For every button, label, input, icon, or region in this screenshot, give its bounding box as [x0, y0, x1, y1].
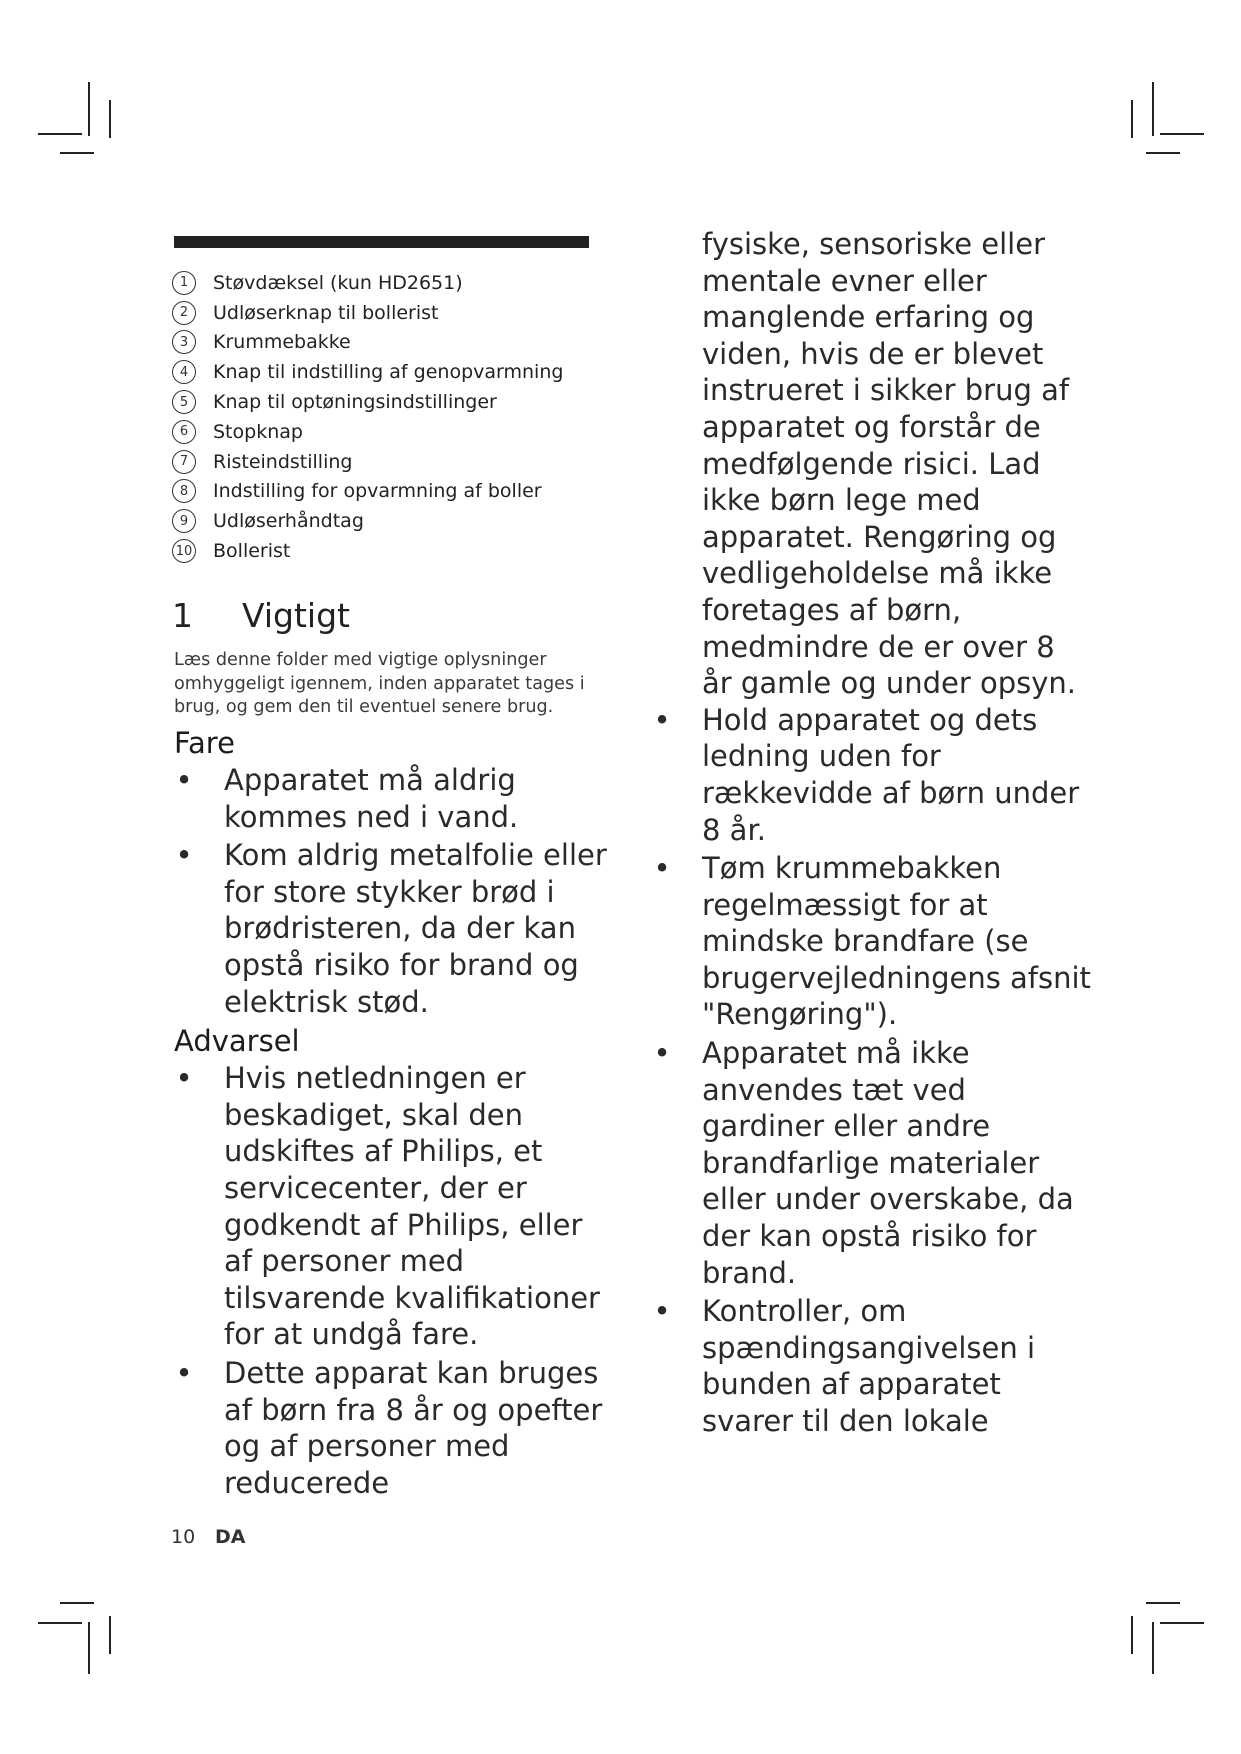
language-code: DA [215, 1526, 246, 1548]
item-label: Krummebakke [213, 331, 351, 354]
page-footer [171, 1526, 245, 1548]
item-label: Knap til optøningsindstillinger [213, 391, 497, 414]
advarsel-heading: Advarsel [174, 1024, 300, 1059]
bullet-text: Apparatet må aldrig kommes ned i vand. [224, 763, 519, 834]
intro-paragraph: Læs denne folder med vigtige oplysninger omhyggeligt igennem, inden apparatet tages i brug, og gem den til eventuel senere brug. [174, 650, 585, 717]
list-item [172, 357, 602, 387]
section-divider-bar [174, 236, 589, 248]
bullet-text: Kom aldrig metalfolie eller for store stykker brød i brødristeren, da der kan opstå risiko for brand og elektrisk stød. [224, 838, 607, 1019]
list-item: • Dette apparat kan bruges af børn fra 8 år og opefter og af personer med reducerede [175, 1355, 603, 1500]
bullet-text: Hvis netledningen er beskadiget, skal den udskiftes af Philips, et servicecenter, der er godkendt af Philips, eller af personer med tilsvarende kvalifikationer for at undgå fare. [224, 1061, 600, 1352]
bullet-text: Tøm krummebakken regelmæssigt for at mindske brandfare (se brugervejledningens afsnit "Rengøring"). [702, 851, 1091, 1032]
item-label: Udløserknap til bollerist [213, 301, 439, 324]
parts-list [172, 268, 602, 566]
list-item [172, 506, 602, 536]
item-number: 4 [172, 360, 196, 384]
bullet-text: Apparatet må ikke anvendes tæt ved gardiner eller andre brandfarlige materialer eller under overskabe, da der kan opstå risiko for brand. [702, 1036, 1074, 1290]
bullet-text: Hold apparatet og dets ledning uden for rækkevidde af børn under 8 år. [702, 702, 1080, 847]
warning-list [652, 702, 1092, 1440]
item-label: Indstilling for opvarmning af boller [213, 480, 542, 503]
item-number: 2 [172, 301, 196, 325]
item-number: 10 [172, 539, 196, 563]
item-label: Bollerist [213, 540, 291, 563]
item-number: 7 [172, 450, 196, 474]
fare-heading: Fare [174, 726, 235, 760]
item-number: 1 [172, 271, 196, 295]
list-item: • Hvis netledningen er beskadiget, skal den udskiftes af Philips, et servicecenter, der er godkendt af Philips, eller af personer med tilsvarende kvalifikationer for at undgå fare. [175, 1061, 600, 1352]
continued-paragraph: fysiske, sensoriske eller mentale evner eller manglende erfaring og viden, hvis de er blevet instrueret i sikker brug af apparatet og forstår de medfølgende risici. Lad ikke børn lege med apparatet. Rengøring og vedligeholdelse må ikke foretages af børn, medmindre de er over 8 år gamle og under opsyn. [702, 227, 1076, 701]
item-label: Stopknap [213, 420, 303, 443]
list-item: • Apparatet må aldrig kommes ned i vand. [175, 763, 519, 834]
advarsel-list [174, 1060, 614, 1501]
fare-list [174, 762, 614, 1020]
list-item: • Apparatet må ikke anvendes tæt ved gardiner eller andre brandfarlige materialer eller under overskabe, da der kan opstå risiko for brand. [653, 1036, 1074, 1290]
item-number: 9 [172, 509, 196, 533]
item-label: Udløserhåndtag [213, 510, 364, 533]
section-heading [172, 596, 350, 635]
item-number: 6 [172, 420, 196, 444]
list-item [172, 417, 602, 447]
list-item: • Kontroller, om spændingsangivelsen i bunden af apparatet svarer til den lokale [653, 1294, 1036, 1438]
item-number: 8 [172, 479, 196, 503]
section-title: Vigtigt [242, 596, 350, 635]
item-number: 5 [172, 390, 196, 414]
bullet-text: Dette apparat kan bruges af børn fra 8 år og opefter og af personer med reducerede [224, 1355, 603, 1500]
left-column [174, 724, 614, 1503]
bullet-text: Kontroller, om spændingsangivelsen i bunden af apparatet svarer til den lokale [702, 1294, 1036, 1438]
list-item [172, 536, 602, 566]
item-label: Risteindstilling [213, 450, 353, 473]
section-number: 1 [172, 596, 193, 635]
item-label: Knap til indstilling af genopvarmning [213, 361, 564, 384]
list-item: • Kom aldrig metalfolie eller for store stykker brød i brødristeren, da der kan opstå risiko for brand og elektrisk stød. [175, 838, 607, 1019]
list-item [172, 387, 602, 417]
list-item [172, 328, 602, 358]
item-label: Støvdæksel (kun HD2651) [213, 271, 463, 294]
list-item [172, 268, 602, 298]
item-number: 3 [172, 330, 196, 354]
list-item: • Tøm krummebakken regelmæssigt for at mindske brandfare (se brugervejledningens afsnit "Rengøring"). [653, 851, 1091, 1032]
list-item [172, 298, 602, 328]
page-number: 10 [171, 1526, 196, 1548]
list-item [172, 477, 602, 507]
list-item: • Hold apparatet og dets ledning uden for rækkevidde af børn under 8 år. [653, 702, 1080, 847]
right-column [652, 226, 1092, 1442]
list-item [172, 447, 602, 477]
